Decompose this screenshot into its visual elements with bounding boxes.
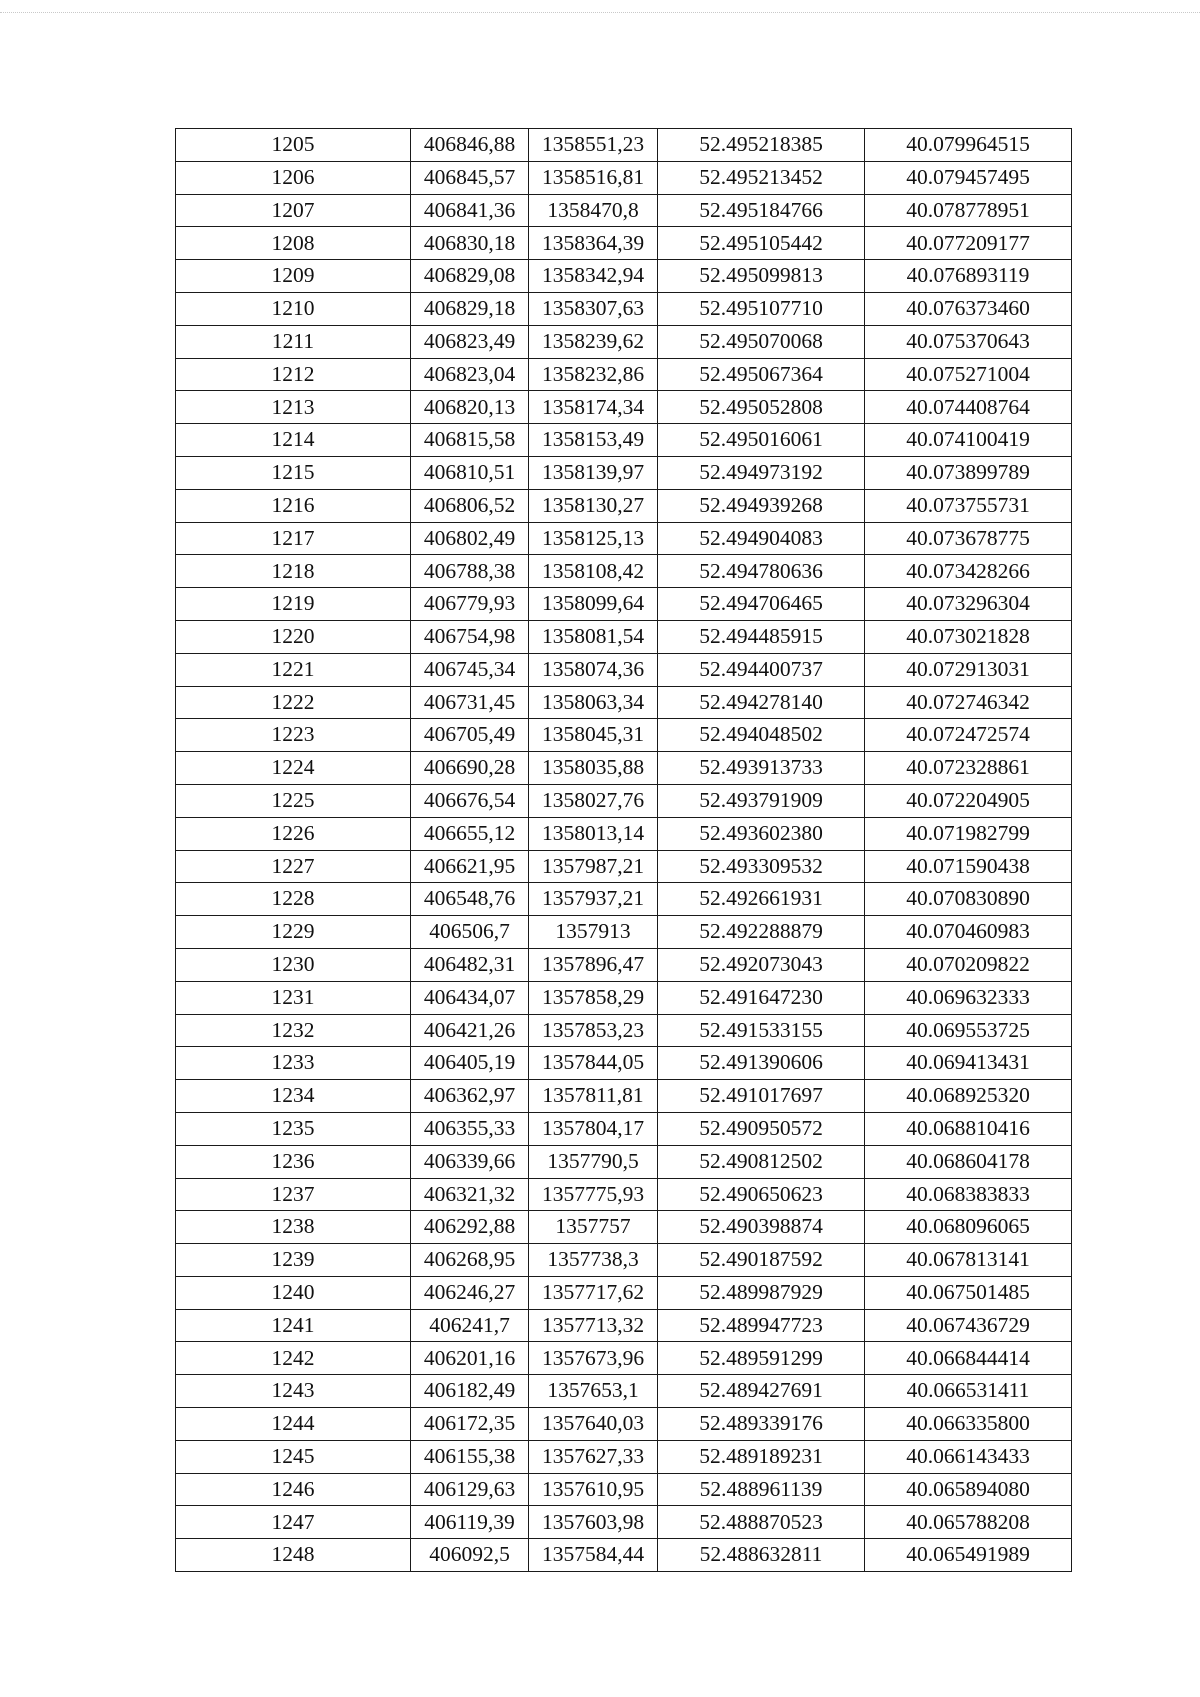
- longitude-cell: 40.068925320: [865, 1080, 1072, 1113]
- point-number-cell: 1211: [176, 325, 411, 358]
- y-coordinate-cell: 1358035,88: [529, 752, 658, 785]
- longitude-cell: 40.072204905: [865, 784, 1072, 817]
- x-coordinate-cell: 406846,88: [411, 129, 529, 162]
- y-coordinate-cell: 1357713,32: [529, 1309, 658, 1342]
- longitude-cell: 40.067813141: [865, 1244, 1072, 1277]
- x-coordinate-cell: 406355,33: [411, 1112, 529, 1145]
- latitude-cell: 52.494939268: [658, 489, 865, 522]
- y-coordinate-cell: 1357610,95: [529, 1473, 658, 1506]
- y-coordinate-cell: 1358551,23: [529, 129, 658, 162]
- point-number-cell: 1244: [176, 1408, 411, 1441]
- y-coordinate-cell: 1357896,47: [529, 948, 658, 981]
- point-number-cell: 1223: [176, 719, 411, 752]
- table-row: [176, 686, 1072, 719]
- x-coordinate-cell: 406788,38: [411, 555, 529, 588]
- x-coordinate-cell: 406676,54: [411, 784, 529, 817]
- point-number-cell: 1213: [176, 391, 411, 424]
- latitude-cell: 52.495107710: [658, 292, 865, 325]
- longitude-cell: 40.074408764: [865, 391, 1072, 424]
- point-number-cell: 1225: [176, 784, 411, 817]
- latitude-cell: 52.495105442: [658, 227, 865, 260]
- table-row: [176, 981, 1072, 1014]
- y-coordinate-cell: 1358174,34: [529, 391, 658, 424]
- point-number-cell: 1227: [176, 850, 411, 883]
- latitude-cell: 52.491647230: [658, 981, 865, 1014]
- point-number-cell: 1248: [176, 1539, 411, 1572]
- y-coordinate-cell: 1357811,81: [529, 1080, 658, 1113]
- y-coordinate-cell: 1358470,8: [529, 194, 658, 227]
- table-row: [176, 1112, 1072, 1145]
- point-number-cell: 1246: [176, 1473, 411, 1506]
- latitude-cell: 52.489987929: [658, 1276, 865, 1309]
- x-coordinate-cell: 406321,32: [411, 1178, 529, 1211]
- x-coordinate-cell: 406621,95: [411, 850, 529, 883]
- longitude-cell: 40.073428266: [865, 555, 1072, 588]
- longitude-cell: 40.066335800: [865, 1408, 1072, 1441]
- table-row: [176, 653, 1072, 686]
- x-coordinate-cell: 406201,16: [411, 1342, 529, 1375]
- y-coordinate-cell: 1358130,27: [529, 489, 658, 522]
- y-coordinate-cell: 1358364,39: [529, 227, 658, 260]
- longitude-cell: 40.073296304: [865, 588, 1072, 621]
- table-row: [176, 260, 1072, 293]
- point-number-cell: 1217: [176, 522, 411, 555]
- y-coordinate-cell: 1357844,05: [529, 1047, 658, 1080]
- longitude-cell: 40.067436729: [865, 1309, 1072, 1342]
- table-row: [176, 456, 1072, 489]
- point-number-cell: 1222: [176, 686, 411, 719]
- longitude-cell: 40.066531411: [865, 1375, 1072, 1408]
- longitude-cell: 40.072472574: [865, 719, 1072, 752]
- table-row: [176, 424, 1072, 457]
- longitude-cell: 40.065894080: [865, 1473, 1072, 1506]
- longitude-cell: 40.069632333: [865, 981, 1072, 1014]
- longitude-cell: 40.070209822: [865, 948, 1072, 981]
- longitude-cell: 40.079457495: [865, 161, 1072, 194]
- point-number-cell: 1242: [176, 1342, 411, 1375]
- longitude-cell: 40.068096065: [865, 1211, 1072, 1244]
- latitude-cell: 52.495016061: [658, 424, 865, 457]
- y-coordinate-cell: 1357987,21: [529, 850, 658, 883]
- longitude-cell: 40.074100419: [865, 424, 1072, 457]
- point-number-cell: 1209: [176, 260, 411, 293]
- point-number-cell: 1237: [176, 1178, 411, 1211]
- longitude-cell: 40.068810416: [865, 1112, 1072, 1145]
- table-row: [176, 1473, 1072, 1506]
- longitude-cell: 40.065788208: [865, 1506, 1072, 1539]
- point-number-cell: 1215: [176, 456, 411, 489]
- x-coordinate-cell: 406705,49: [411, 719, 529, 752]
- point-number-cell: 1221: [176, 653, 411, 686]
- y-coordinate-cell: 1357804,17: [529, 1112, 658, 1145]
- x-coordinate-cell: 406405,19: [411, 1047, 529, 1080]
- point-number-cell: 1218: [176, 555, 411, 588]
- x-coordinate-cell: 406548,76: [411, 883, 529, 916]
- point-number-cell: 1236: [176, 1145, 411, 1178]
- table-row: [176, 1145, 1072, 1178]
- x-coordinate-cell: 406690,28: [411, 752, 529, 785]
- longitude-cell: 40.072328861: [865, 752, 1072, 785]
- x-coordinate-cell: 406806,52: [411, 489, 529, 522]
- table-row: [176, 1047, 1072, 1080]
- latitude-cell: 52.490950572: [658, 1112, 865, 1145]
- latitude-cell: 52.488961139: [658, 1473, 865, 1506]
- x-coordinate-cell: 406745,34: [411, 653, 529, 686]
- latitude-cell: 52.493602380: [658, 817, 865, 850]
- table-row: [176, 129, 1072, 162]
- table-row: [176, 1506, 1072, 1539]
- point-number-cell: 1239: [176, 1244, 411, 1277]
- longitude-cell: 40.076373460: [865, 292, 1072, 325]
- latitude-cell: 52.489339176: [658, 1408, 865, 1441]
- longitude-cell: 40.071590438: [865, 850, 1072, 883]
- y-coordinate-cell: 1357673,96: [529, 1342, 658, 1375]
- longitude-cell: 40.071982799: [865, 817, 1072, 850]
- longitude-cell: 40.066143433: [865, 1440, 1072, 1473]
- table-row: [176, 358, 1072, 391]
- latitude-cell: 52.494485915: [658, 620, 865, 653]
- latitude-cell: 52.491533155: [658, 1014, 865, 1047]
- longitude-cell: 40.067501485: [865, 1276, 1072, 1309]
- x-coordinate-cell: 406434,07: [411, 981, 529, 1014]
- x-coordinate-cell: 406172,35: [411, 1408, 529, 1441]
- latitude-cell: 52.490398874: [658, 1211, 865, 1244]
- y-coordinate-cell: 1358027,76: [529, 784, 658, 817]
- longitude-cell: 40.078778951: [865, 194, 1072, 227]
- longitude-cell: 40.069413431: [865, 1047, 1072, 1080]
- x-coordinate-cell: 406820,13: [411, 391, 529, 424]
- latitude-cell: 52.490812502: [658, 1145, 865, 1178]
- longitude-cell: 40.073755731: [865, 489, 1072, 522]
- longitude-cell: 40.075271004: [865, 358, 1072, 391]
- longitude-cell: 40.077209177: [865, 227, 1072, 260]
- x-coordinate-cell: 406841,36: [411, 194, 529, 227]
- x-coordinate-cell: 406339,66: [411, 1145, 529, 1178]
- latitude-cell: 52.490650623: [658, 1178, 865, 1211]
- table-row: [176, 1539, 1072, 1572]
- latitude-cell: 52.494780636: [658, 555, 865, 588]
- latitude-cell: 52.494400737: [658, 653, 865, 686]
- x-coordinate-cell: 406241,7: [411, 1309, 529, 1342]
- coordinates-table-body: [176, 129, 1072, 1572]
- latitude-cell: 52.489189231: [658, 1440, 865, 1473]
- y-coordinate-cell: 1357653,1: [529, 1375, 658, 1408]
- y-coordinate-cell: 1358139,97: [529, 456, 658, 489]
- table-row: [176, 555, 1072, 588]
- y-coordinate-cell: 1358045,31: [529, 719, 658, 752]
- longitude-cell: 40.072746342: [865, 686, 1072, 719]
- x-coordinate-cell: 406829,18: [411, 292, 529, 325]
- longitude-cell: 40.070460983: [865, 916, 1072, 949]
- y-coordinate-cell: 1358063,34: [529, 686, 658, 719]
- latitude-cell: 52.495218385: [658, 129, 865, 162]
- latitude-cell: 52.490187592: [658, 1244, 865, 1277]
- x-coordinate-cell: 406119,39: [411, 1506, 529, 1539]
- latitude-cell: 52.495213452: [658, 161, 865, 194]
- latitude-cell: 52.489947723: [658, 1309, 865, 1342]
- point-number-cell: 1226: [176, 817, 411, 850]
- table-row: [176, 325, 1072, 358]
- y-coordinate-cell: 1358125,13: [529, 522, 658, 555]
- y-coordinate-cell: 1358099,64: [529, 588, 658, 621]
- x-coordinate-cell: 406362,97: [411, 1080, 529, 1113]
- y-coordinate-cell: 1358516,81: [529, 161, 658, 194]
- latitude-cell: 52.495067364: [658, 358, 865, 391]
- x-coordinate-cell: 406845,57: [411, 161, 529, 194]
- point-number-cell: 1205: [176, 129, 411, 162]
- point-number-cell: 1232: [176, 1014, 411, 1047]
- table-row: [176, 161, 1072, 194]
- y-coordinate-cell: 1357853,23: [529, 1014, 658, 1047]
- point-number-cell: 1220: [176, 620, 411, 653]
- point-number-cell: 1224: [176, 752, 411, 785]
- x-coordinate-cell: 406823,04: [411, 358, 529, 391]
- longitude-cell: 40.075370643: [865, 325, 1072, 358]
- x-coordinate-cell: 406810,51: [411, 456, 529, 489]
- x-coordinate-cell: 406246,27: [411, 1276, 529, 1309]
- table-row: [176, 883, 1072, 916]
- table-row: [176, 1408, 1072, 1441]
- point-number-cell: 1241: [176, 1309, 411, 1342]
- y-coordinate-cell: 1357757: [529, 1211, 658, 1244]
- y-coordinate-cell: 1357717,62: [529, 1276, 658, 1309]
- table-row: [176, 588, 1072, 621]
- x-coordinate-cell: 406155,38: [411, 1440, 529, 1473]
- latitude-cell: 52.494973192: [658, 456, 865, 489]
- longitude-cell: 40.065491989: [865, 1539, 1072, 1572]
- table-row: [176, 489, 1072, 522]
- table-row: [176, 817, 1072, 850]
- table-row: [176, 620, 1072, 653]
- table-row: [176, 1276, 1072, 1309]
- x-coordinate-cell: 406292,88: [411, 1211, 529, 1244]
- table-row: [176, 292, 1072, 325]
- latitude-cell: 52.491017697: [658, 1080, 865, 1113]
- y-coordinate-cell: 1357603,98: [529, 1506, 658, 1539]
- point-number-cell: 1233: [176, 1047, 411, 1080]
- x-coordinate-cell: 406129,63: [411, 1473, 529, 1506]
- table-row: [176, 1211, 1072, 1244]
- x-coordinate-cell: 406731,45: [411, 686, 529, 719]
- scan-top-edge: [0, 12, 1200, 13]
- x-coordinate-cell: 406815,58: [411, 424, 529, 457]
- table-row: [176, 784, 1072, 817]
- longitude-cell: 40.066844414: [865, 1342, 1072, 1375]
- latitude-cell: 52.493791909: [658, 784, 865, 817]
- latitude-cell: 52.494706465: [658, 588, 865, 621]
- latitude-cell: 52.491390606: [658, 1047, 865, 1080]
- latitude-cell: 52.494048502: [658, 719, 865, 752]
- y-coordinate-cell: 1358153,49: [529, 424, 658, 457]
- x-coordinate-cell: 406829,08: [411, 260, 529, 293]
- table-row: [176, 194, 1072, 227]
- point-number-cell: 1235: [176, 1112, 411, 1145]
- y-coordinate-cell: 1358074,36: [529, 653, 658, 686]
- table-row: [176, 1244, 1072, 1277]
- x-coordinate-cell: 406182,49: [411, 1375, 529, 1408]
- point-number-cell: 1240: [176, 1276, 411, 1309]
- y-coordinate-cell: 1357937,21: [529, 883, 658, 916]
- point-number-cell: 1243: [176, 1375, 411, 1408]
- x-coordinate-cell: 406268,95: [411, 1244, 529, 1277]
- longitude-cell: 40.076893119: [865, 260, 1072, 293]
- latitude-cell: 52.494278140: [658, 686, 865, 719]
- coordinates-table: [175, 128, 1072, 1572]
- y-coordinate-cell: 1357775,93: [529, 1178, 658, 1211]
- y-coordinate-cell: 1358013,14: [529, 817, 658, 850]
- longitude-cell: 40.072913031: [865, 653, 1072, 686]
- x-coordinate-cell: 406830,18: [411, 227, 529, 260]
- table-row: [176, 1309, 1072, 1342]
- y-coordinate-cell: 1357627,33: [529, 1440, 658, 1473]
- table-row: [176, 948, 1072, 981]
- longitude-cell: 40.073021828: [865, 620, 1072, 653]
- latitude-cell: 52.489427691: [658, 1375, 865, 1408]
- x-coordinate-cell: 406779,93: [411, 588, 529, 621]
- latitude-cell: 52.493309532: [658, 850, 865, 883]
- latitude-cell: 52.488870523: [658, 1506, 865, 1539]
- y-coordinate-cell: 1358342,94: [529, 260, 658, 293]
- point-number-cell: 1234: [176, 1080, 411, 1113]
- longitude-cell: 40.069553725: [865, 1014, 1072, 1047]
- longitude-cell: 40.070830890: [865, 883, 1072, 916]
- table-row: [176, 916, 1072, 949]
- latitude-cell: 52.492288879: [658, 916, 865, 949]
- table-row: [176, 1440, 1072, 1473]
- point-number-cell: 1219: [176, 588, 411, 621]
- point-number-cell: 1229: [176, 916, 411, 949]
- y-coordinate-cell: 1358239,62: [529, 325, 658, 358]
- latitude-cell: 52.495052808: [658, 391, 865, 424]
- table-row: [176, 1375, 1072, 1408]
- latitude-cell: 52.488632811: [658, 1539, 865, 1572]
- y-coordinate-cell: 1357738,3: [529, 1244, 658, 1277]
- point-number-cell: 1210: [176, 292, 411, 325]
- y-coordinate-cell: 1358232,86: [529, 358, 658, 391]
- table-row: [176, 1342, 1072, 1375]
- longitude-cell: 40.073678775: [865, 522, 1072, 555]
- point-number-cell: 1247: [176, 1506, 411, 1539]
- point-number-cell: 1207: [176, 194, 411, 227]
- table-row: [176, 1014, 1072, 1047]
- latitude-cell: 52.493913733: [658, 752, 865, 785]
- table-row: [176, 391, 1072, 424]
- latitude-cell: 52.492073043: [658, 948, 865, 981]
- y-coordinate-cell: 1357584,44: [529, 1539, 658, 1572]
- x-coordinate-cell: 406506,7: [411, 916, 529, 949]
- point-number-cell: 1208: [176, 227, 411, 260]
- x-coordinate-cell: 406421,26: [411, 1014, 529, 1047]
- point-number-cell: 1230: [176, 948, 411, 981]
- x-coordinate-cell: 406802,49: [411, 522, 529, 555]
- longitude-cell: 40.068604178: [865, 1145, 1072, 1178]
- point-number-cell: 1206: [176, 161, 411, 194]
- y-coordinate-cell: 1357858,29: [529, 981, 658, 1014]
- latitude-cell: 52.495099813: [658, 260, 865, 293]
- table-row: [176, 522, 1072, 555]
- latitude-cell: 52.489591299: [658, 1342, 865, 1375]
- table-row: [176, 227, 1072, 260]
- point-number-cell: 1214: [176, 424, 411, 457]
- point-number-cell: 1228: [176, 883, 411, 916]
- longitude-cell: 40.079964515: [865, 129, 1072, 162]
- latitude-cell: 52.495070068: [658, 325, 865, 358]
- table-row: [176, 1178, 1072, 1211]
- y-coordinate-cell: 1358081,54: [529, 620, 658, 653]
- y-coordinate-cell: 1357913: [529, 916, 658, 949]
- point-number-cell: 1212: [176, 358, 411, 391]
- y-coordinate-cell: 1358108,42: [529, 555, 658, 588]
- latitude-cell: 52.495184766: [658, 194, 865, 227]
- latitude-cell: 52.494904083: [658, 522, 865, 555]
- x-coordinate-cell: 406092,5: [411, 1539, 529, 1572]
- y-coordinate-cell: 1358307,63: [529, 292, 658, 325]
- table-row: [176, 850, 1072, 883]
- table-row: [176, 752, 1072, 785]
- point-number-cell: 1245: [176, 1440, 411, 1473]
- longitude-cell: 40.068383833: [865, 1178, 1072, 1211]
- x-coordinate-cell: 406482,31: [411, 948, 529, 981]
- y-coordinate-cell: 1357790,5: [529, 1145, 658, 1178]
- y-coordinate-cell: 1357640,03: [529, 1408, 658, 1441]
- table-row: [176, 719, 1072, 752]
- table-row: [176, 1080, 1072, 1113]
- x-coordinate-cell: 406655,12: [411, 817, 529, 850]
- point-number-cell: 1216: [176, 489, 411, 522]
- point-number-cell: 1231: [176, 981, 411, 1014]
- x-coordinate-cell: 406754,98: [411, 620, 529, 653]
- latitude-cell: 52.492661931: [658, 883, 865, 916]
- longitude-cell: 40.073899789: [865, 456, 1072, 489]
- x-coordinate-cell: 406823,49: [411, 325, 529, 358]
- point-number-cell: 1238: [176, 1211, 411, 1244]
